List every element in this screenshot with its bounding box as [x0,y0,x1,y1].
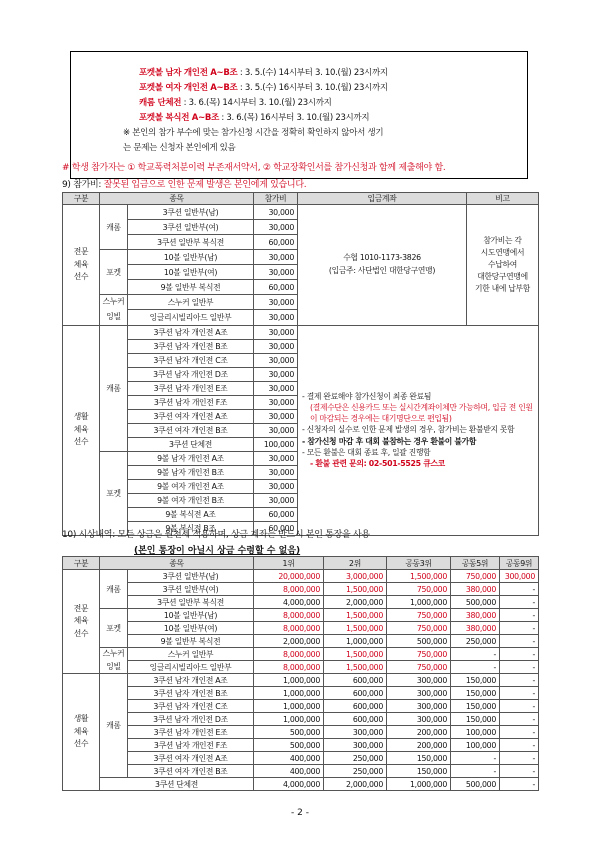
prize-header: 종목 [100,557,254,570]
fee-event: 3쿠션 일반부(여) [128,220,254,235]
fee-event: 9볼 여자 개인전 B조 [128,493,254,507]
fee-event: 9볼 복식전 A조 [128,507,254,521]
prize-amount: - [500,687,539,700]
prize-amount: - [500,609,539,622]
fee-amount: 30,000 [254,381,298,395]
prize-amount: 200,000 [387,726,451,739]
prize-amount: 500,000 [254,726,324,739]
prize-row [63,635,539,648]
prize-row [63,752,539,765]
prize-amount: 300,000 [387,674,451,687]
prize-amount: - [500,661,539,674]
prize-amount: - [451,661,500,674]
refund-contact: - 환불 관련 문의: 02-501-5525 큐스코 [310,459,445,469]
fee-amount: 30,000 [254,339,298,353]
prize-amount: 300,000 [387,687,451,700]
prize-amount: 4,000,000 [254,778,324,791]
prize-amount: 150,000 [451,713,500,726]
prize-row [63,726,539,739]
prize-amount: 300,000 [387,700,451,713]
prize-header: 1위 [254,557,324,570]
prize-event: 3쿠션 남자 개인전 F조 [128,739,254,752]
fee-amount: 30,000 [254,451,298,465]
fee-event: 10볼 일반부(남) [128,250,254,265]
prize-row [63,570,539,583]
prize-row [63,609,539,622]
prize-amount: 750,000 [387,583,451,596]
cat-carom: 캐롬 [100,205,128,250]
prize-row [63,648,539,661]
prize-amount: 380,000 [451,609,500,622]
info-line: (결제수단은 신용카드 또는 실시간계좌이체만 가능하며, 입금 전 인원이 마감되는 경우에는 대기명단으로 편입됨) [310,402,533,424]
prize-amount: 1,500,000 [324,622,387,635]
prize-row [63,622,539,635]
prize-row [63,596,539,609]
prize-row [63,674,539,687]
prize-amount: 3,000,000 [324,570,387,583]
prize-event: 잉글리시빌리아드 일반부 [128,661,254,674]
fee-event: 3쿠션 남자 개인전 C조 [128,353,254,367]
prize-header: 공동9위 [500,557,539,570]
fee-event: 3쿠션 일반부 복식전 [128,235,254,250]
schedule-note: 는 문제는 신청자 본인에게 있음 [123,143,236,153]
prize-amount: 8,000,000 [254,583,324,596]
schedule-line: 캐롬 단체전 : 3. 6.(목) 14시부터 3. 10.(월) 23시까지 [139,98,332,108]
fee-amount: 60,000 [254,280,298,295]
prize-event: 9볼 일반부 복식전 [128,635,254,648]
fee-amount: 30,000 [254,265,298,280]
prize-amount: - [500,674,539,687]
fee-amount: 30,000 [254,205,298,220]
info-line: - 모든 환불은 대회 종료 후, 일괄 진행함 [302,448,431,458]
prize-amount: 1,500,000 [324,583,387,596]
prize-amount: 1,500,000 [387,570,451,583]
prize-row [63,583,539,596]
prize-header: 2위 [324,557,387,570]
prize-amount: - [500,635,539,648]
account-holder: (입금주: 사단법인 대한당구연맹) [328,265,436,275]
info-line: - 신청자의 실수로 인한 문제 발생의 경우, 참가비는 환불받지 못함 [302,425,515,435]
prize-event: 10볼 일반부(여) [128,622,254,635]
prize-amount: 500,000 [254,739,324,752]
prize-amount: 300,000 [324,726,387,739]
fee-event: 9볼 여자 개인전 A조 [128,479,254,493]
prize-amount: 250,000 [324,752,387,765]
fee-event: 3쿠션 일반부(남) [128,205,254,220]
prize-amount: 4,000,000 [254,596,324,609]
prize-header: 공동3위 [387,557,451,570]
prize-subheading: (본인 통장이 아닐시 상금 수령할 수 없음) [134,546,301,556]
prize-amount: 1,000,000 [254,700,324,713]
prize-amount: 1,500,000 [324,648,387,661]
prize-row [63,778,539,791]
fee-amount: 30,000 [254,409,298,423]
prize-amount: 500,000 [387,635,451,648]
prize-event: 3쿠션 단체전 [100,778,254,791]
prize-row [63,739,539,752]
schedule-line: 포켓볼 복식전 A~B조 : 3. 6.(목) 16시부터 3. 10.(월) 23시까지 [139,113,370,123]
page-number: - 2 - [291,808,309,818]
prize-row [63,765,539,778]
prize-row [63,687,539,700]
fee-event: 스누커 일반부 [128,295,254,310]
fee-amount: 30,000 [254,310,298,325]
fee-header: 참가비 [254,193,298,205]
prize-amount: 750,000 [387,661,451,674]
prize-amount: 400,000 [254,752,324,765]
fee-amount: 60,000 [254,521,298,535]
fee-event: 3쿠션 단체전 [128,437,254,451]
prize-amount: 150,000 [387,752,451,765]
prize-amount: - [500,700,539,713]
cat-pocket: 포켓 [100,451,128,535]
prize-amount: 500,000 [451,596,500,609]
fee-event: 3쿠션 남자 개인전 F조 [128,395,254,409]
prize-event: 3쿠션 남자 개인전 E조 [128,726,254,739]
account-cell [298,205,467,326]
fee-event: 3쿠션 여자 개인전 A조 [128,409,254,423]
prize-amount: - [500,596,539,609]
prize-amount: 380,000 [451,622,500,635]
prize-amount: - [500,778,539,791]
fee-amount: 60,000 [254,235,298,250]
prize-amount: 750,000 [387,622,451,635]
cat-pocket: 포켓 [100,250,128,295]
prize-amount: - [451,765,500,778]
prize-row [63,661,539,674]
fee-heading: 9) 참가비: 잘못된 입금으로 인한 문제 발생은 본인에게 있습니다. [62,180,307,190]
fee-event: 3쿠션 남자 개인전 A조 [128,325,254,339]
prize-header: 공동5위 [451,557,500,570]
fee-header: 종목 [100,193,254,205]
cat-pocket: 포켓 [100,609,128,648]
prize-amount: 2,000,000 [324,596,387,609]
fee-amount: 30,000 [254,395,298,409]
cat-snooker: 스누커 잉빌 [100,648,128,674]
prize-amount: 150,000 [451,674,500,687]
fee-amount: 30,000 [254,493,298,507]
prize-event: 3쿠션 여자 개인전 A조 [128,752,254,765]
prize-amount: 100,000 [451,739,500,752]
prize-amount: 750,000 [387,609,451,622]
cat-carom: 캐롬 [100,674,128,778]
fee-amount: 30,000 [254,465,298,479]
prize-amount: 300,000 [387,713,451,726]
prize-amount: 1,000,000 [254,674,324,687]
prize-amount: 600,000 [324,687,387,700]
group-pro: 전문 체육 선수 [63,205,100,326]
prize-table [62,556,539,791]
prize-amount: 500,000 [451,778,500,791]
prize-amount: 250,000 [324,765,387,778]
prize-amount: 1,000,000 [387,596,451,609]
prize-amount: 750,000 [387,648,451,661]
fee-amount: 100,000 [254,437,298,451]
prize-event: 3쿠션 일반부(여) [128,583,254,596]
prize-event: 3쿠션 남자 개인전 D조 [128,713,254,726]
cat-snooker: 스누커 잉빌 [100,295,128,326]
prize-event: 3쿠션 남자 개인전 B조 [128,687,254,700]
prize-amount: 8,000,000 [254,648,324,661]
prize-event: 10볼 일반부(남) [128,609,254,622]
prize-amount: 250,000 [451,635,500,648]
prize-amount: 1,000,000 [254,713,324,726]
fee-event: 3쿠션 여자 개인전 B조 [128,423,254,437]
info-line: - 참가신청 마감 후 대회 불참하는 경우 환불이 불가함 [302,436,477,446]
prize-amount: 750,000 [451,570,500,583]
fee-event: 3쿠션 남자 개인전 D조 [128,367,254,381]
group-amateur: 생활 체육 선수 [63,674,100,791]
prize-row [63,713,539,726]
prize-amount: - [500,752,539,765]
prize-amount: - [451,648,500,661]
fee-header: 비고 [467,193,539,205]
prize-amount: 1,000,000 [387,778,451,791]
prize-amount: 8,000,000 [254,609,324,622]
prize-amount: 1,500,000 [324,609,387,622]
fee-header: 구분 [63,193,100,205]
account-number: 수협 1010-1173-3826 [343,253,421,263]
fee-event: 10볼 일반부(여) [128,265,254,280]
fee-amount: 60,000 [254,507,298,521]
prize-event: 3쿠션 일반부(남) [128,570,254,583]
prize-amount: 150,000 [451,700,500,713]
prize-amount: 600,000 [324,674,387,687]
info-line: - 결제 완료해야 참가신청이 최종 완료됨 [302,391,432,401]
prize-row [63,700,539,713]
fee-header: 입금계좌 [298,193,467,205]
prize-amount: - [500,739,539,752]
prize-event: 3쿠션 남자 개인전 A조 [128,674,254,687]
prize-amount: - [500,726,539,739]
refund-info [298,325,539,535]
prize-amount: 600,000 [324,713,387,726]
student-remark: # 학생 참가자는 ① 학교폭력처분이력 부존재서약서, ② 학교장확인서를 참가신청과 함께 제출해야 함. [62,163,446,173]
fee-event: 9볼 일반부 복식전 [128,280,254,295]
group-amateur: 생활 체육 선수 [63,325,100,535]
fee-amount: 30,000 [254,353,298,367]
prize-amount: 400,000 [254,765,324,778]
prize-event: 스누커 일반부 [128,648,254,661]
prize-amount: 150,000 [387,765,451,778]
prize-amount: - [451,752,500,765]
fee-amount: 30,000 [254,367,298,381]
prize-amount: 2,000,000 [254,635,324,648]
fee-amount: 30,000 [254,423,298,437]
prize-amount: 1,000,000 [324,635,387,648]
fee-amount: 30,000 [254,220,298,235]
prize-amount: 8,000,000 [254,661,324,674]
prize-amount: - [500,622,539,635]
fee-event: 3쿠션 남자 개인전 B조 [128,339,254,353]
prize-amount: - [500,713,539,726]
prize-amount: 300,000 [500,570,539,583]
prize-heading: 10) 시상내역: 모든 상금은 원천세 적용하며, 상금 계좌는 반드시 본인 통장을 사용 [62,530,370,540]
prize-amount: 300,000 [324,739,387,752]
fee-event: 3쿠션 남자 개인전 E조 [128,381,254,395]
prize-amount: 380,000 [451,583,500,596]
fee-amount: 30,000 [254,479,298,493]
fee-amount: 30,000 [254,325,298,339]
prize-amount: 150,000 [451,687,500,700]
prize-amount: - [500,648,539,661]
fee-amount: 30,000 [254,295,298,310]
fee-note: 참가비는 각 시도연맹에서 수납하여 대한당구연맹에 기한 내에 납부함 [467,205,539,326]
prize-event: 3쿠션 여자 개인전 B조 [128,765,254,778]
cat-carom: 캐롬 [100,325,128,451]
prize-amount: - [500,765,539,778]
fee-event: 9볼 복식전 B조 [128,521,254,535]
prize-amount: 20,000,000 [254,570,324,583]
fee-event: 잉글리시빌리아드 일반부 [128,310,254,325]
fee-event: 9볼 남자 개인전 B조 [128,465,254,479]
prize-amount: 1,000,000 [254,687,324,700]
prize-amount: 2,000,000 [324,778,387,791]
cat-carom: 캐롬 [100,570,128,609]
fee-table [62,192,539,536]
prize-amount: 1,500,000 [324,661,387,674]
prize-event: 3쿠션 남자 개인전 C조 [128,700,254,713]
schedule-note: ※ 본인의 참가 부수에 맞는 참가신청 시간을 정확히 확인하지 않아서 생기 [123,128,384,138]
schedule-line: 포켓볼 여자 개인전 A~B조 : 3. 5.(수) 16시부터 3. 10.(월) 23시까지 [139,83,388,93]
prize-amount: - [500,583,539,596]
group-pro: 전문 체육 선수 [63,570,100,674]
prize-header: 구분 [63,557,100,570]
prize-amount: 200,000 [387,739,451,752]
prize-amount: 8,000,000 [254,622,324,635]
schedule-line: 포켓볼 남자 개인전 A~B조 : 3. 5.(수) 14시부터 3. 10.(월) 23시까지 [139,68,388,78]
prize-amount: 600,000 [324,700,387,713]
fee-amount: 30,000 [254,250,298,265]
prize-amount: 100,000 [451,726,500,739]
fee-event: 9볼 남자 개인전 A조 [128,451,254,465]
prize-event: 3쿠션 일반부 복식전 [128,596,254,609]
